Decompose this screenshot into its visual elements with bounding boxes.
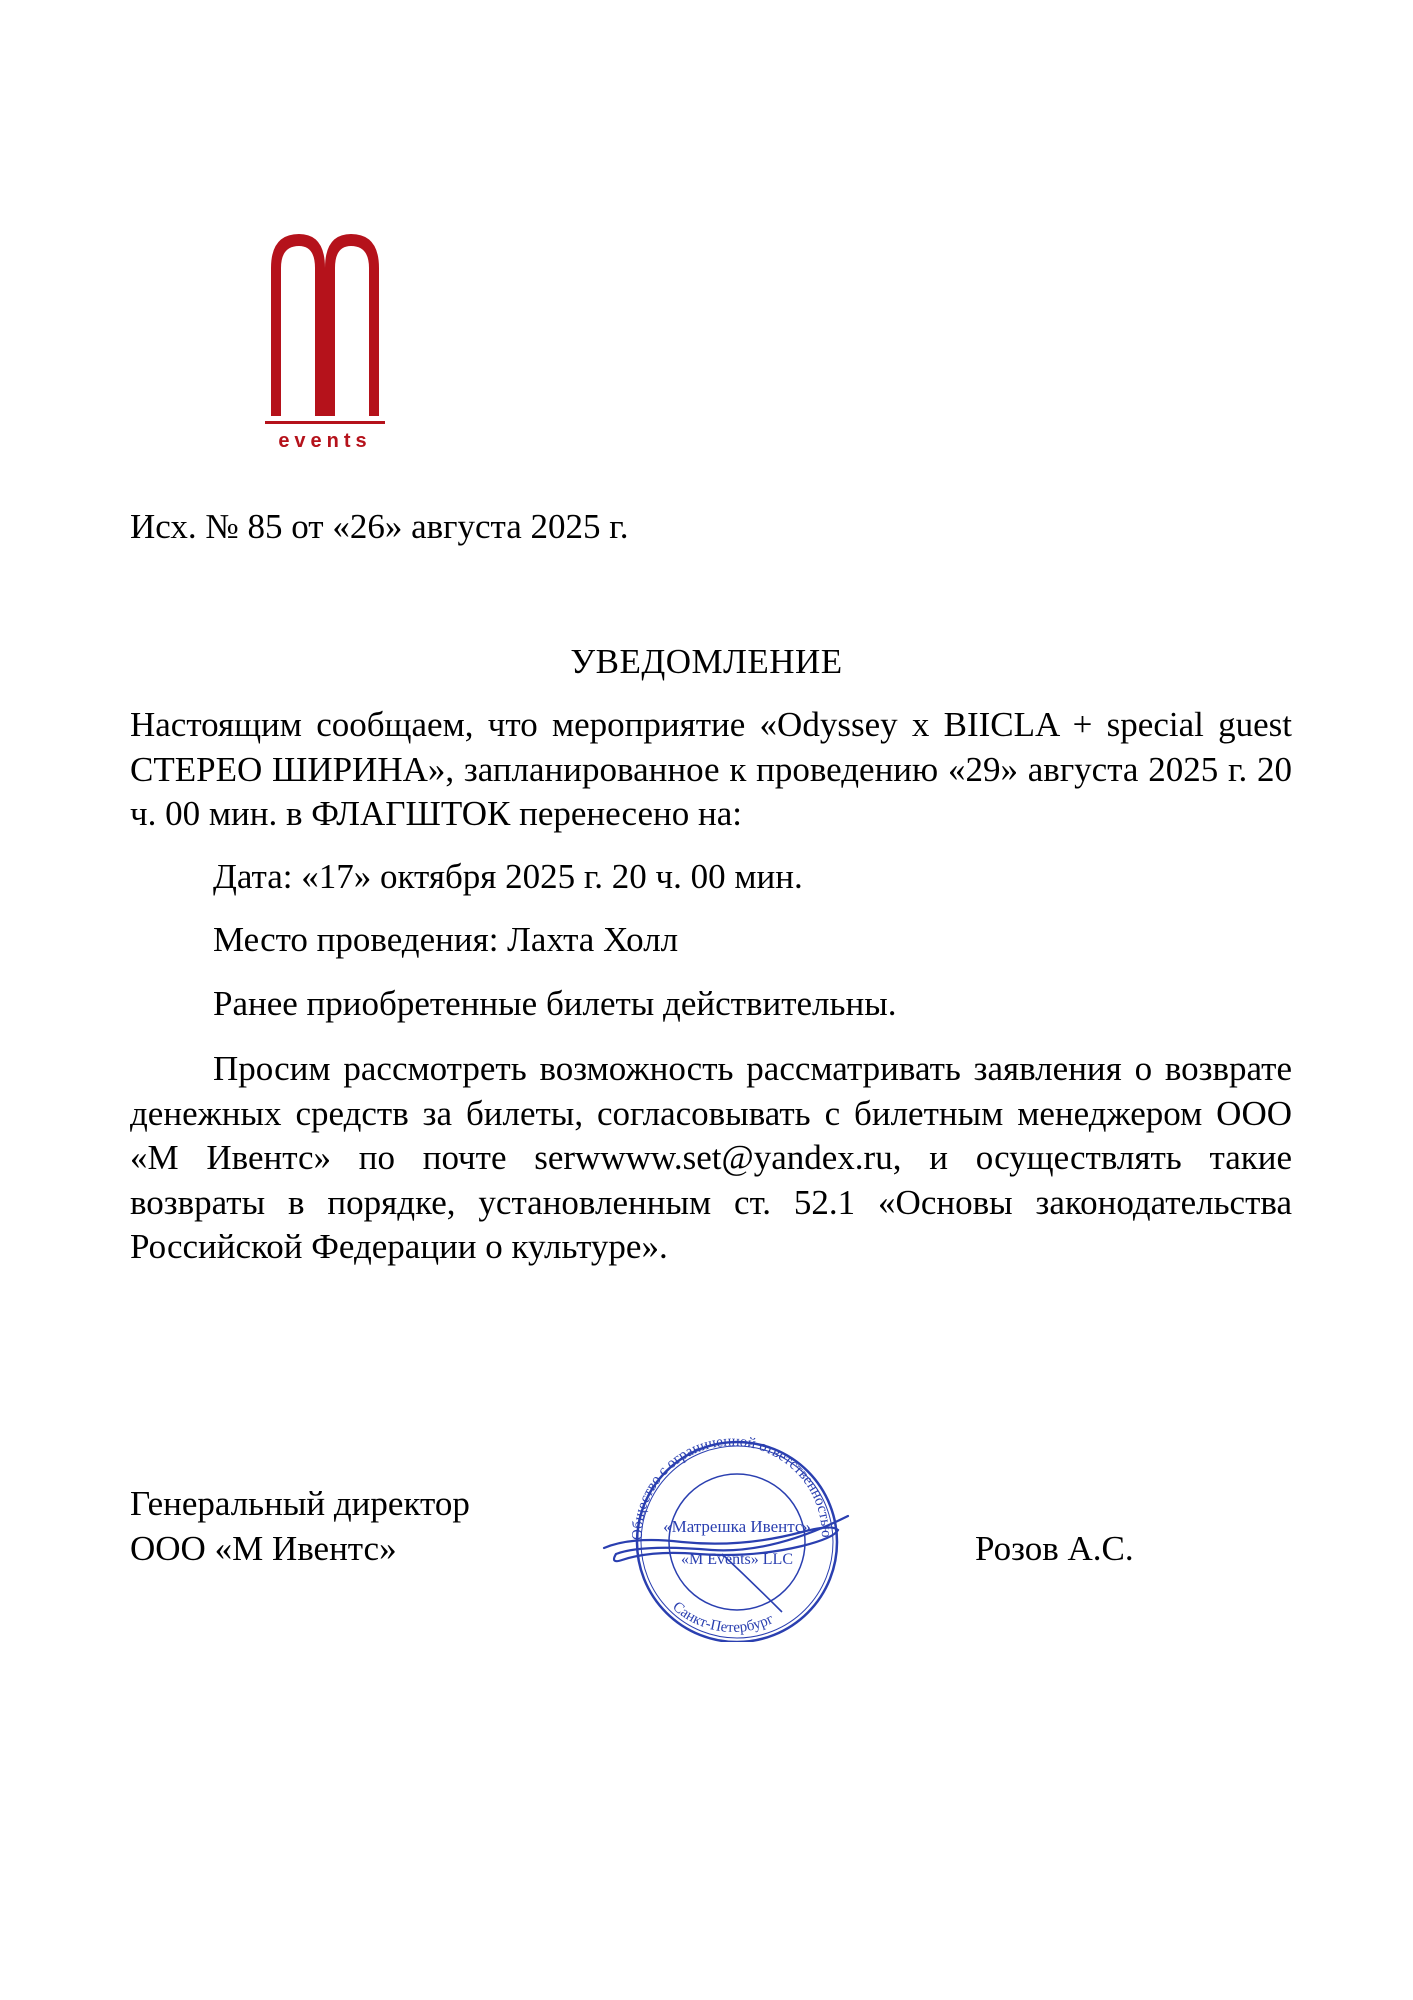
- new-date-line: Дата: «17» октября 2025 г. 20 ч. 00 мин.: [213, 857, 803, 896]
- tickets-valid-line: Ранее приобретенные билеты действительны.: [213, 984, 897, 1023]
- stamp-ring-text: Общество с ограниченной ответственностью: [629, 1433, 835, 1541]
- company-logo: [265, 228, 385, 450]
- signatory-company: ООО «М Ивентс»: [130, 1529, 397, 1568]
- notice-paragraph: Настоящим сообщаем, что мероприятие «Odyssey x BIICLA + special guest СТЕРЕО ШИРИНА», запланированное к проведению «29» августа 2025 г. 20 ч. 00 мин. в ФЛАГШТОК перенесено на:: [130, 705, 1292, 833]
- stamp-center-line2: «M Events» LLC: [681, 1551, 793, 1568]
- new-venue-line: Место проведения: Лахта Холл: [213, 920, 679, 959]
- logo-underline: [265, 421, 385, 424]
- signatory-name: Розов А.С.: [975, 1529, 1134, 1568]
- stamp-city: Санкт-Петербург: [669, 1598, 777, 1636]
- signatory-position: Генеральный директор: [130, 1484, 470, 1523]
- stamp-center-line1: «Матрешка Ивентс»: [663, 1517, 811, 1536]
- outgoing-reference: Исх. № 85 от «26» августа 2025 г.: [130, 507, 629, 546]
- company-stamp: [602, 1432, 852, 1642]
- refund-request-paragraph: Просим рассмотреть возможность рассматривать заявления о возврате денежных средств за билеты, согласовывать с билетным менеджером ООО «М Ивентс» по почте serwwww.set@yandex.ru, и осуществлять такие возвраты в порядке, установленным ст. 52.1 «Основы законодательства Российской Федерации о культуре».: [130, 1049, 1292, 1266]
- logo-subtitle: events: [278, 430, 372, 450]
- document-title: УВЕДОМЛЕНИЕ: [570, 642, 843, 681]
- logo-m-icon: [271, 234, 379, 416]
